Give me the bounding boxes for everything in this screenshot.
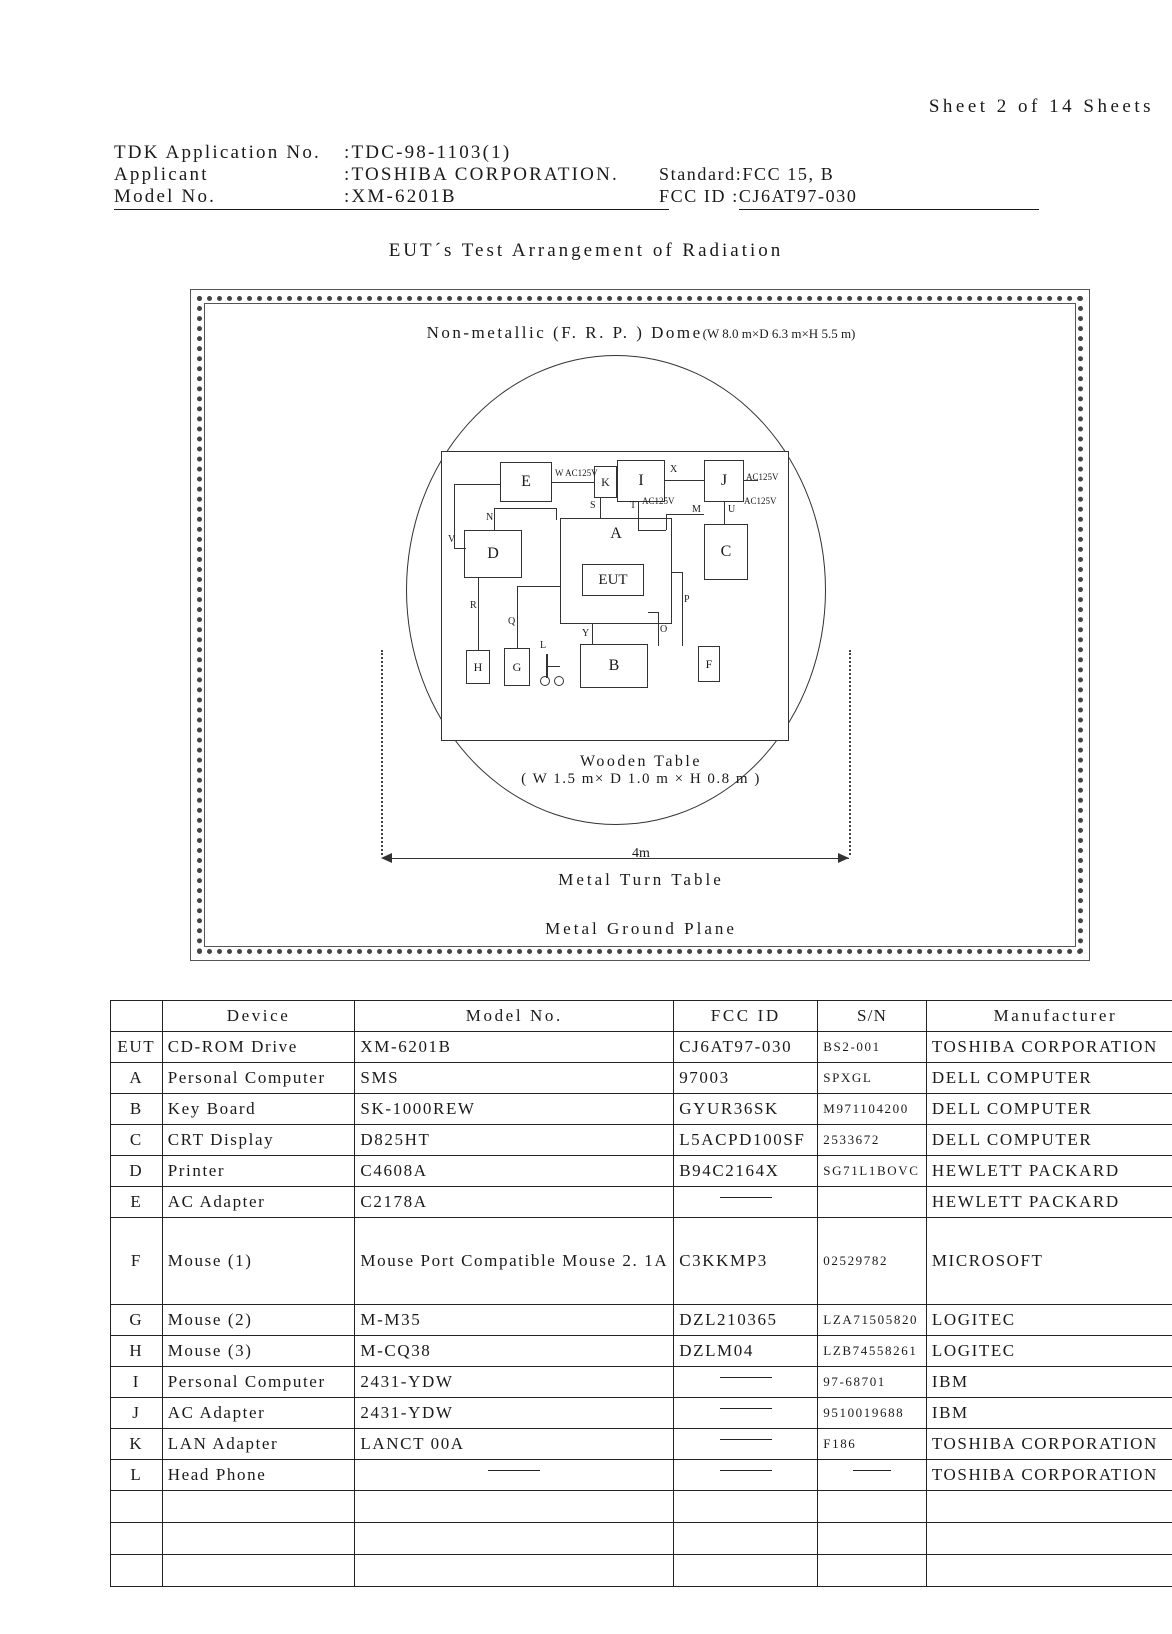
cell-sn — [818, 1460, 927, 1491]
cable-q — [517, 586, 518, 648]
block-k: K — [594, 466, 617, 498]
cell-device: CD-ROM Drive — [162, 1032, 355, 1063]
column-header-manufacturer: Manufacturer — [926, 1001, 1172, 1032]
cable-p — [682, 572, 683, 646]
block-eut: EUT — [582, 564, 644, 596]
cell-fccid: GYUR36SK — [674, 1094, 818, 1125]
block-b: B — [580, 644, 648, 688]
table-row-empty — [111, 1491, 1172, 1523]
cable-v-to-d — [454, 548, 466, 549]
cell-fccid — [674, 1460, 818, 1491]
cell-fccid — [674, 1555, 818, 1587]
cell-model: SMS — [355, 1063, 674, 1094]
block-f: F — [698, 646, 720, 682]
tag-q: Q — [508, 616, 516, 627]
cell-key: J — [111, 1398, 163, 1429]
header-rule-left — [114, 209, 669, 210]
cell-device — [162, 1523, 355, 1555]
dash-mark — [853, 1470, 891, 1471]
cell-sn: M971104200 — [818, 1094, 927, 1125]
cell-key: F — [111, 1218, 163, 1305]
cable-q-h — [517, 586, 560, 587]
cell-device: CRT Display — [162, 1125, 355, 1156]
cell-device: Personal Computer — [162, 1063, 355, 1094]
tag-t: T — [630, 500, 637, 511]
cell-manufacturer: MICROSOFT — [926, 1218, 1172, 1305]
cell-key: I — [111, 1367, 163, 1398]
application-no-value: :TDC-98-1103(1) — [344, 142, 512, 163]
headphone-left-cup — [540, 676, 550, 686]
cell-device: Key Board — [162, 1094, 355, 1125]
cell-manufacturer: LOGITEC — [926, 1305, 1172, 1336]
cell-manufacturer: DELL COMPUTER — [926, 1125, 1172, 1156]
cable-s — [600, 498, 601, 518]
dash-mark — [720, 1470, 772, 1471]
cell-sn — [818, 1491, 927, 1523]
wooden-table-surface — [441, 451, 789, 741]
wooden-table-caption — [191, 753, 1091, 788]
cell-device: AC Adapter — [162, 1187, 355, 1218]
tag-u: U — [728, 504, 736, 515]
column-header-key — [111, 1001, 163, 1032]
column-header-model: Model No. — [355, 1001, 674, 1032]
cell-model: C4608A — [355, 1156, 674, 1187]
cable-t-up — [666, 514, 667, 530]
cell-fccid: DZL210365 — [674, 1305, 818, 1336]
cell-key — [111, 1523, 163, 1555]
cell-key: H — [111, 1336, 163, 1367]
cell-model — [355, 1460, 674, 1491]
cell-model: LANCT 00A — [355, 1429, 674, 1460]
table-row — [111, 1398, 1172, 1429]
distance-label: 4m — [632, 846, 650, 861]
cable-n-h — [494, 508, 556, 509]
dome-label — [191, 323, 1091, 343]
tag-s: S — [590, 500, 596, 511]
cell-manufacturer — [926, 1523, 1172, 1555]
cell-device: Personal Computer — [162, 1367, 355, 1398]
cell-sn — [818, 1555, 927, 1587]
cell-key: EUT — [111, 1032, 163, 1063]
cell-sn: 02529782 — [818, 1218, 927, 1305]
cell-sn: 9510019688 — [818, 1398, 927, 1429]
dome-dims: (W 8.0 m×D 6.3 m×H 5.5 m) — [702, 326, 856, 341]
cell-manufacturer: DELL COMPUTER — [926, 1063, 1172, 1094]
tag-power-t: AC125V — [642, 496, 675, 506]
tag-p: P — [684, 594, 690, 605]
cable-n-down — [556, 508, 557, 520]
cable-t — [638, 502, 639, 530]
cell-fccid — [674, 1398, 818, 1429]
model-no-label: Model No. — [114, 186, 217, 207]
cell-device: Printer — [162, 1156, 355, 1187]
arrangement-title: EUT´s Test Arrangement of Radiation — [388, 240, 784, 261]
cell-model — [355, 1555, 674, 1587]
block-j: J — [704, 460, 744, 502]
cell-manufacturer — [926, 1555, 1172, 1587]
cell-fccid — [674, 1523, 818, 1555]
block-g: G — [504, 648, 530, 686]
table-row — [111, 1367, 1172, 1398]
dash-mark — [720, 1197, 772, 1198]
cell-fccid — [674, 1491, 818, 1523]
cell-manufacturer — [926, 1491, 1172, 1523]
cable-o-h — [648, 612, 658, 613]
table-row — [111, 1305, 1172, 1336]
cell-fccid: B94C2164X — [674, 1156, 818, 1187]
cell-key: E — [111, 1187, 163, 1218]
cell-model — [355, 1491, 674, 1523]
column-header-sn: S/N — [818, 1001, 927, 1032]
cell-sn: SPXGL — [818, 1063, 927, 1094]
cell-key: K — [111, 1429, 163, 1460]
dash-mark — [488, 1470, 540, 1471]
table-row — [111, 1187, 1172, 1218]
cell-device: Mouse (3) — [162, 1336, 355, 1367]
tag-l: L — [540, 640, 547, 651]
cell-device: Mouse (2) — [162, 1305, 355, 1336]
cable-y — [592, 624, 593, 644]
block-a: A — [560, 518, 672, 624]
headphone-right-cup — [554, 676, 564, 686]
tag-power-w: W AC125V — [555, 468, 598, 478]
column-header-device: Device — [162, 1001, 355, 1032]
cell-device: LAN Adapter — [162, 1429, 355, 1460]
cell-fccid — [674, 1429, 818, 1460]
tag-x: X — [670, 464, 678, 475]
cell-manufacturer: TOSHIBA CORPORATION — [926, 1429, 1172, 1460]
cell-model: M-M35 — [355, 1305, 674, 1336]
fcc-id-value: FCC ID :CJ6AT97-030 — [659, 186, 858, 206]
cell-manufacturer: IBM — [926, 1398, 1172, 1429]
cell-sn: 97-68701 — [818, 1367, 927, 1398]
cell-key — [111, 1491, 163, 1523]
cell-fccid: C3KKMP3 — [674, 1218, 818, 1305]
tag-m: M — [692, 504, 701, 515]
table-row — [111, 1336, 1172, 1367]
cable-u — [724, 502, 725, 524]
cable-n — [494, 508, 495, 530]
tag-v: V — [448, 534, 456, 545]
standard-value: Standard:FCC 15, B — [659, 164, 835, 184]
cell-model: 2431-YDW — [355, 1398, 674, 1429]
cell-fccid: 97003 — [674, 1063, 818, 1094]
cell-manufacturer: TOSHIBA CORPORATION — [926, 1032, 1172, 1063]
metal-ground-plane-label: Metal Ground Plane — [545, 919, 737, 938]
cable-i-to-j — [665, 480, 704, 481]
cell-manufacturer: TOSHIBA CORPORATION — [926, 1460, 1172, 1491]
application-no-label: TDK Application No. — [114, 142, 321, 163]
cell-model: Mouse Port Compatible Mouse 2. 1A — [355, 1218, 674, 1305]
table-row — [111, 1125, 1172, 1156]
cell-sn: SG71L1BOVC — [818, 1156, 927, 1187]
wooden-table-label: Wooden Table — [580, 753, 702, 770]
table-row — [111, 1156, 1172, 1187]
headphone-band — [546, 666, 560, 667]
tag-power-j2: AC125V — [744, 496, 777, 506]
cell-fccid: CJ6AT97-030 — [674, 1032, 818, 1063]
cell-device: Head Phone — [162, 1460, 355, 1491]
cell-device — [162, 1555, 355, 1587]
cell-sn: LZB74558261 — [818, 1336, 927, 1367]
cell-device: AC Adapter — [162, 1398, 355, 1429]
cell-key — [111, 1555, 163, 1587]
cable-q-up — [560, 572, 561, 586]
cell-fccid — [674, 1367, 818, 1398]
dash-mark — [720, 1439, 772, 1440]
cell-key: D — [111, 1156, 163, 1187]
table-row-empty — [111, 1555, 1172, 1587]
cable-t-h — [638, 530, 666, 531]
cell-fccid — [674, 1187, 818, 1218]
diagram-frame — [190, 289, 1090, 961]
tag-r: R — [470, 600, 477, 611]
wooden-table-dims: ( W 1.5 m× D 1.0 m × H 0.8 m ) — [521, 771, 761, 787]
cable-r — [478, 578, 479, 650]
block-d: D — [464, 530, 522, 578]
table-row — [111, 1063, 1172, 1094]
dome-label-text: Non-metallic (F. R. P. ) Dome — [426, 323, 703, 342]
cell-model: SK-1000REW — [355, 1094, 674, 1125]
block-e: E — [500, 462, 552, 502]
cell-sn: F186 — [818, 1429, 927, 1460]
table-row — [111, 1460, 1172, 1491]
header-rule-right — [739, 209, 1039, 210]
cell-manufacturer: IBM — [926, 1367, 1172, 1398]
equipment-table — [110, 1000, 1172, 1587]
block-c: C — [704, 524, 748, 580]
tag-y: Y — [582, 628, 590, 639]
applicant-label: Applicant — [114, 164, 209, 185]
block-i: I — [617, 460, 665, 502]
cell-model: D825HT — [355, 1125, 674, 1156]
model-no-value: :XM-6201B — [344, 186, 457, 207]
cell-model: XM-6201B — [355, 1032, 674, 1063]
table-row-empty — [111, 1523, 1172, 1555]
cell-device — [162, 1491, 355, 1523]
tag-o: O — [660, 624, 668, 635]
cell-fccid: DZLM04 — [674, 1336, 818, 1367]
table-row — [111, 1218, 1172, 1305]
cell-sn: 2533672 — [818, 1125, 927, 1156]
cell-sn: LZA71505820 — [818, 1305, 927, 1336]
cell-key: C — [111, 1125, 163, 1156]
metal-turn-table-label: Metal Turn Table — [558, 870, 724, 889]
dash-mark — [720, 1408, 772, 1409]
cell-manufacturer: HEWLETT PACKARD — [926, 1156, 1172, 1187]
tag-power-j: AC125V — [746, 472, 779, 482]
cell-fccid: L5ACPD100SF — [674, 1125, 818, 1156]
cell-model: 2431-YDW — [355, 1367, 674, 1398]
cell-key: B — [111, 1094, 163, 1125]
column-header-fccid: FCC ID — [674, 1001, 818, 1032]
cell-model: M-CQ38 — [355, 1336, 674, 1367]
block-h: H — [466, 650, 490, 684]
cable-o — [658, 612, 659, 646]
cell-manufacturer: LOGITEC — [926, 1336, 1172, 1367]
cable-e-left — [454, 484, 500, 485]
cell-manufacturer: HEWLETT PACKARD — [926, 1187, 1172, 1218]
cable-e-to-k — [552, 482, 594, 483]
cell-key: A — [111, 1063, 163, 1094]
table-row — [111, 1429, 1172, 1460]
header-block — [114, 142, 1054, 208]
cell-model: C2178A — [355, 1187, 674, 1218]
cable-p-h — [672, 572, 682, 573]
sheet-label: Sheet 2 of 14 Sheets — [928, 96, 1154, 117]
table-header-row — [111, 1001, 1172, 1032]
cell-sn — [818, 1187, 927, 1218]
table-row — [111, 1094, 1172, 1125]
cell-device: Mouse (1) — [162, 1218, 355, 1305]
dash-mark — [720, 1377, 772, 1378]
cell-sn: BS2-001 — [818, 1032, 927, 1063]
cell-key: L — [111, 1460, 163, 1491]
tag-n: N — [486, 512, 494, 523]
applicant-value: :TOSHIBA CORPORATION. — [344, 164, 619, 185]
cell-key: G — [111, 1305, 163, 1336]
cell-manufacturer: DELL COMPUTER — [926, 1094, 1172, 1125]
table-row — [111, 1032, 1172, 1063]
cell-sn — [818, 1523, 927, 1555]
cell-model — [355, 1523, 674, 1555]
